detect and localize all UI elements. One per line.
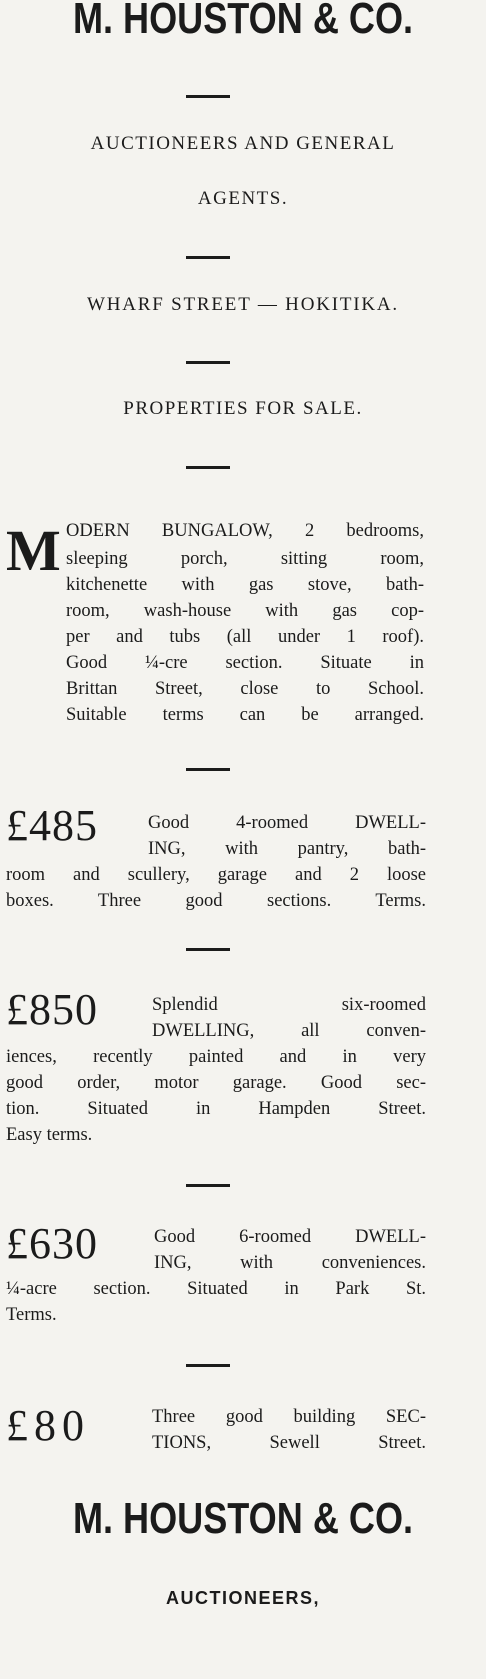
listing-line: Easy terms.: [6, 1125, 93, 1145]
drop-cap: M: [6, 518, 61, 583]
listing-850-body: [6, 1044, 426, 1148]
firm-name-footer: M. HOUSTON & CO.: [72, 1494, 414, 1543]
listing-line: Good ¼-cre section. Situate in: [66, 653, 424, 673]
listing-line: iences, recently painted and in very: [6, 1047, 426, 1067]
firm-address: WHARF STREET — HOKITIKA.: [86, 294, 399, 315]
listing-line: Suitable terms can be arranged.: [66, 705, 424, 725]
listing-line: room, wash-house with gas cop-: [66, 601, 424, 621]
listing-line: Good 4-roomed DWELL-: [148, 813, 426, 833]
listing-line: ¼-acre section. Situated in Park St.: [6, 1279, 426, 1299]
divider-rule: [186, 1184, 230, 1187]
divider-rule: [186, 361, 230, 364]
listing-price: £630: [6, 1219, 98, 1268]
listing-price: £850: [6, 985, 98, 1034]
listing-485-body: [6, 862, 426, 914]
listing-line: Terms.: [6, 1305, 57, 1325]
listing-line: Brittan Street, close to School.: [66, 679, 424, 699]
listing-485-head: [148, 810, 426, 862]
divider-rule: [186, 256, 230, 259]
listing-630-head: [154, 1224, 426, 1276]
divider-rule: [186, 948, 230, 951]
listing-line: TIONS, Sewell Street.: [152, 1433, 426, 1453]
listing-line: room and scullery, garage and 2 loose: [6, 865, 426, 885]
listing-line: DWELLING, all conven-: [152, 1021, 426, 1041]
divider-rule: [186, 95, 230, 98]
listing-price: £485: [6, 801, 98, 850]
listing-line: ING, with conveniences.: [154, 1253, 426, 1273]
divider-rule: [186, 768, 230, 771]
listing-630-body: [6, 1276, 426, 1328]
firm-description-line1: AUCTIONEERS AND GENERAL: [90, 133, 396, 154]
listing-line: tion. Situated in Hampden Street.: [6, 1099, 426, 1119]
listing-line: boxes. Three good sections. Terms.: [6, 891, 426, 911]
listing-line: Good 6-roomed DWELL-: [154, 1227, 426, 1247]
footer-label: AUCTIONEERS,: [165, 1588, 320, 1608]
listing-line: ODERN BUNGALOW, 2 bedrooms,: [66, 521, 424, 541]
listing-line: good order, motor garage. Good sec-: [6, 1073, 426, 1093]
listing-price: £80: [6, 1401, 90, 1450]
listing-line: Splendid six-roomed: [152, 995, 426, 1015]
listing-850-head: [152, 992, 426, 1044]
listing-bungalow-body: [66, 546, 424, 728]
firm-name-header: M. HOUSTON & CO.: [72, 0, 414, 43]
listing-line: Three good building SEC-: [152, 1407, 426, 1427]
listing-80-head: [152, 1404, 426, 1456]
listing-line: per and tubs (all under 1 roof).: [66, 627, 424, 647]
firm-description-line2: AGENTS.: [197, 188, 289, 209]
section-title: PROPERTIES FOR SALE.: [123, 398, 363, 419]
listing-bungalow: [66, 518, 424, 544]
listing-line: ING, with pantry, bath-: [148, 839, 426, 859]
divider-rule: [186, 1364, 230, 1367]
listing-line: sleeping porch, sitting room,: [66, 549, 424, 569]
listing-line: kitchenette with gas stove, bath-: [66, 575, 424, 595]
divider-rule: [186, 466, 230, 469]
